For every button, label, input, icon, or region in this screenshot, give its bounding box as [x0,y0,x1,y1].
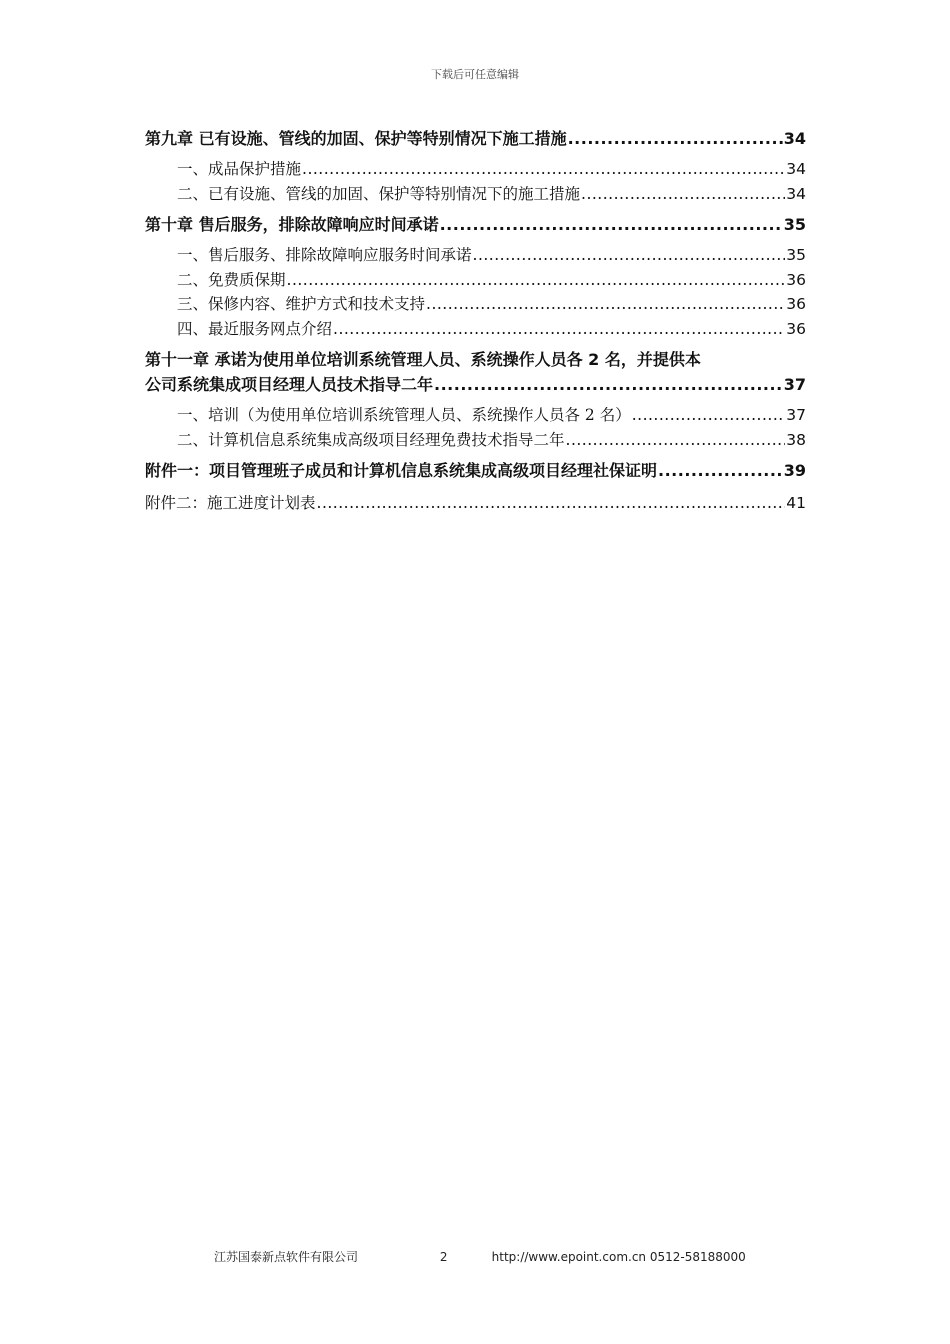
toc-entry-title-line2-row [145,372,806,397]
toc-entry-appendix-1[interactable] [145,456,806,486]
toc-page-number: 37 [786,406,806,424]
toc-entry-appendix-2[interactable] [145,486,806,520]
toc-page-number: 34 [783,129,806,148]
toc-entry-9-1[interactable] [145,157,806,182]
dot-leader [566,428,786,453]
toc-page-number: 34 [786,160,806,178]
toc-entry-title: 三、保修内容、维护方式和技术支持 [177,295,426,313]
toc-entry-11-2[interactable] [145,428,806,453]
toc-page-number: 36 [786,270,806,289]
toc-entry-title: 二、免费质保期 [177,270,286,289]
page-header: 下载后可任意编辑 [431,68,519,81]
toc-entry-11-1[interactable] [145,403,806,428]
toc-entry-title: 第十章 售后服务，排除故障响应时间承诺 [145,215,439,234]
toc-page-number: 36 [786,319,806,338]
dot-leader [302,157,785,182]
toc-page-number: 36 [786,295,806,313]
toc-entry-title: 一、成品保护措施 [177,160,302,178]
dot-leader [317,486,786,520]
dot-leader [581,182,785,207]
footer-page-number: 2 [439,1250,448,1264]
toc-page-number: 39 [783,461,806,480]
dot-leader [568,126,783,152]
toc-entry-10-2[interactable] [145,268,806,293]
dot-leader [473,243,786,268]
footer-contact: http://www.epoint.com.cn 0512-58188000 [491,1250,746,1264]
dot-leader [632,403,786,428]
dot-leader [434,372,783,397]
toc-entry-10-3[interactable] [145,292,806,317]
toc-entry-title: 附件二：施工进度计划表 [145,494,316,512]
page-footer [214,1248,746,1265]
toc-entry-title-line1: 第十一章 承诺为使用单位培训系统管理人员、系统操作人员各 2 名，并提供本 [145,350,701,369]
toc-entry-9-2[interactable] [145,182,806,207]
dot-leader [440,212,783,238]
toc-entry-10-1[interactable] [145,243,806,268]
dot-leader [333,317,785,342]
toc-page-number: 35 [786,246,806,264]
toc-entry-chapter-9[interactable] [145,126,806,152]
toc-entry-title: 附件一：项目管理班子成员和计算机信息系统集成高级项目经理社保证明 [145,461,658,480]
toc-page-number: 34 [786,184,806,203]
dot-leader [658,456,783,486]
toc-page-number: 38 [786,430,806,449]
toc-entry-title: 一、售后服务、排除故障响应服务时间承诺 [177,246,472,264]
table-of-contents [145,124,806,520]
toc-entry-title: 二、计算机信息系统集成高级项目经理免费技术指导二年 [177,430,565,449]
toc-entry-title: 第九章 已有设施、管线的加固、保护等特别情况下施工措施 [145,129,567,148]
toc-page-number: 37 [783,375,806,394]
toc-entry-title: 四、最近服务网点介绍 [177,319,333,338]
toc-entry-title: 一、培训（为使用单位培训系统管理人员、系统操作人员各 2 名） [177,406,631,424]
toc-entry-10-4[interactable] [145,317,806,342]
toc-entry-chapter-11[interactable] [145,347,806,397]
toc-page-number: 41 [786,494,806,512]
toc-entry-title-line2: 公司系统集成项目经理人员技术指导二年 [145,375,434,394]
footer-company: 江苏国泰新点软件有限公司 [214,1250,359,1264]
toc-entry-chapter-10[interactable] [145,212,806,238]
toc-page-number: 35 [783,215,806,234]
toc-entry-title: 二、已有设施、管线的加固、保护等特别情况下的施工措施 [177,184,581,203]
dot-leader [426,292,785,317]
dot-leader [287,268,786,293]
